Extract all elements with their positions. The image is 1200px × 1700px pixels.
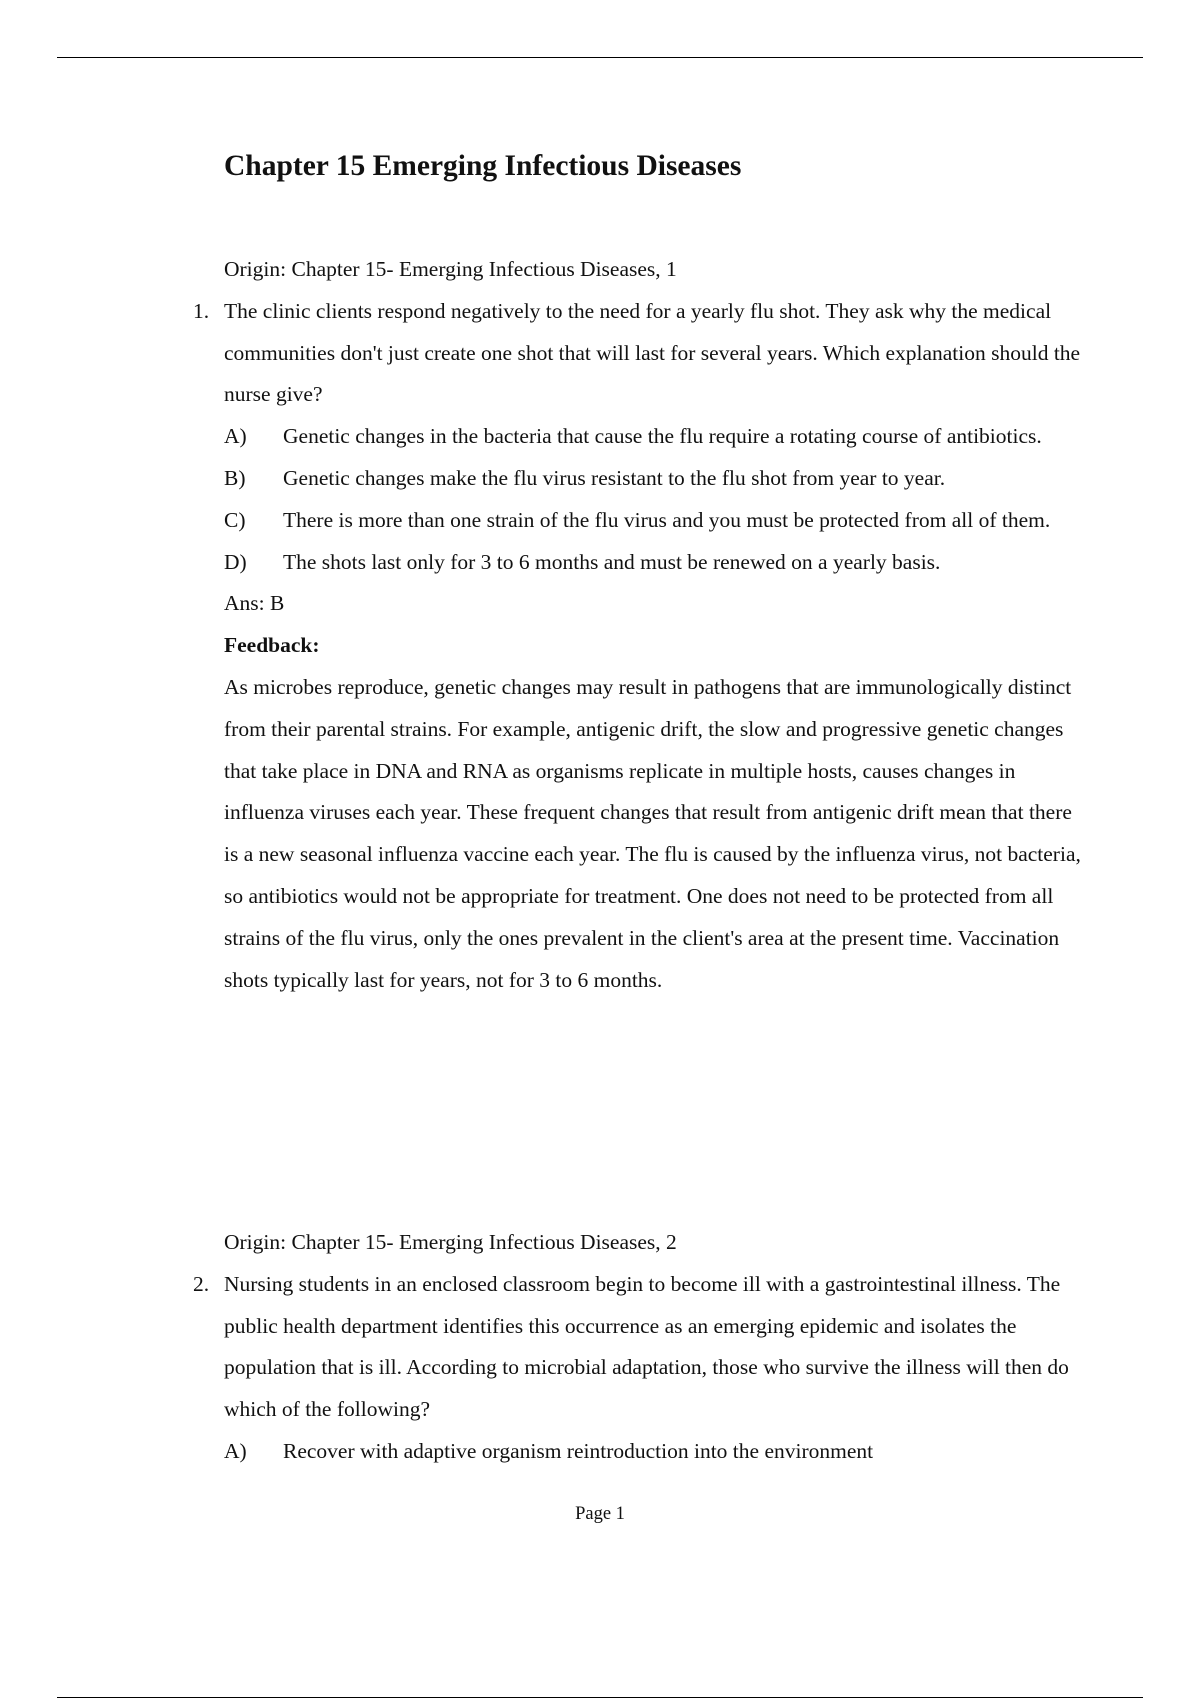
answer-option-d <box>224 542 1083 584</box>
question-origin: Origin: Chapter 15- Emerging Infectious Diseases, 1 <box>224 257 677 281</box>
option-letter: A) <box>224 1438 247 1463</box>
question-text: Nursing students in an enclosed classroom begin to become ill with a gastrointestinal illness. The public health department identifies this occurrence as an emerging epidemic and isolates the population that is ill. According to microbial adaptation, those who survive the illness will then do which of the following? <box>224 1271 1069 1422</box>
option-letter: C) <box>224 507 246 532</box>
answer-option-a <box>224 1431 1083 1473</box>
footer-rule <box>57 1697 1143 1698</box>
feedback-label: Feedback: <box>224 633 320 658</box>
page-number: Page 1 <box>575 1504 625 1524</box>
option-letter: D) <box>224 549 247 574</box>
answer-option-c <box>224 500 1083 542</box>
question-text: The clinic clients respond negatively to the need for a yearly flu shot. They ask why the medical communities don't just create one shot that will last for several years. Which explanation should the nurse give? <box>224 298 1081 407</box>
option-text: Recover with adaptive organism reintroduction into the environment <box>283 1438 874 1463</box>
option-text: The shots last only for 3 to 6 months and must be renewed on a yearly basis. <box>283 549 941 574</box>
question-origin: Origin: Chapter 15- Emerging Infectious Diseases, 2 <box>224 1230 677 1254</box>
chapter-title: Chapter 15 Emerging Infectious Diseases <box>224 150 742 182</box>
answer-option-b <box>224 458 1083 500</box>
question-number: 2. <box>193 1271 210 1296</box>
feedback-text: As microbes reproduce, genetic changes may result in pathogens that are immunologically distinct from their parental strains. For example, antigenic drift, the slow and progressive genetic changes that take place in DNA and RNA as organisms replicate in multiple hosts, causes changes in influenza viruses each year. These frequent changes that result from antigenic drift mean that there is a new seasonal influenza vaccine each year. The flu is caused by the influenza virus, not bacteria, so antibiotics would not be appropriate for treatment. One does not need to be protected from all strains of the flu virus, only the ones prevalent in the client's area at the present time. Vaccination shots typically last for years, not for 3 to 6 months. <box>224 674 1081 992</box>
header-rule <box>57 57 1143 58</box>
question-stem <box>193 291 1084 416</box>
question-stem <box>193 1264 1084 1431</box>
option-letter: A) <box>224 424 247 449</box>
option-text: Genetic changes in the bacteria that cause the flu require a rotating course of antibiotics. <box>283 424 1042 449</box>
question-number: 1. <box>193 298 210 323</box>
question-block-1 <box>0 249 1200 1001</box>
question-block-2 <box>0 1222 1200 1473</box>
option-letter: B) <box>224 465 246 490</box>
answer-key: Ans: B <box>224 591 285 616</box>
option-text: There is more than one strain of the flu virus and you must be protected from all of them. <box>283 507 1051 532</box>
option-text: Genetic changes make the flu virus resistant to the flu shot from year to year. <box>283 465 946 490</box>
answer-option-a <box>224 416 1083 458</box>
